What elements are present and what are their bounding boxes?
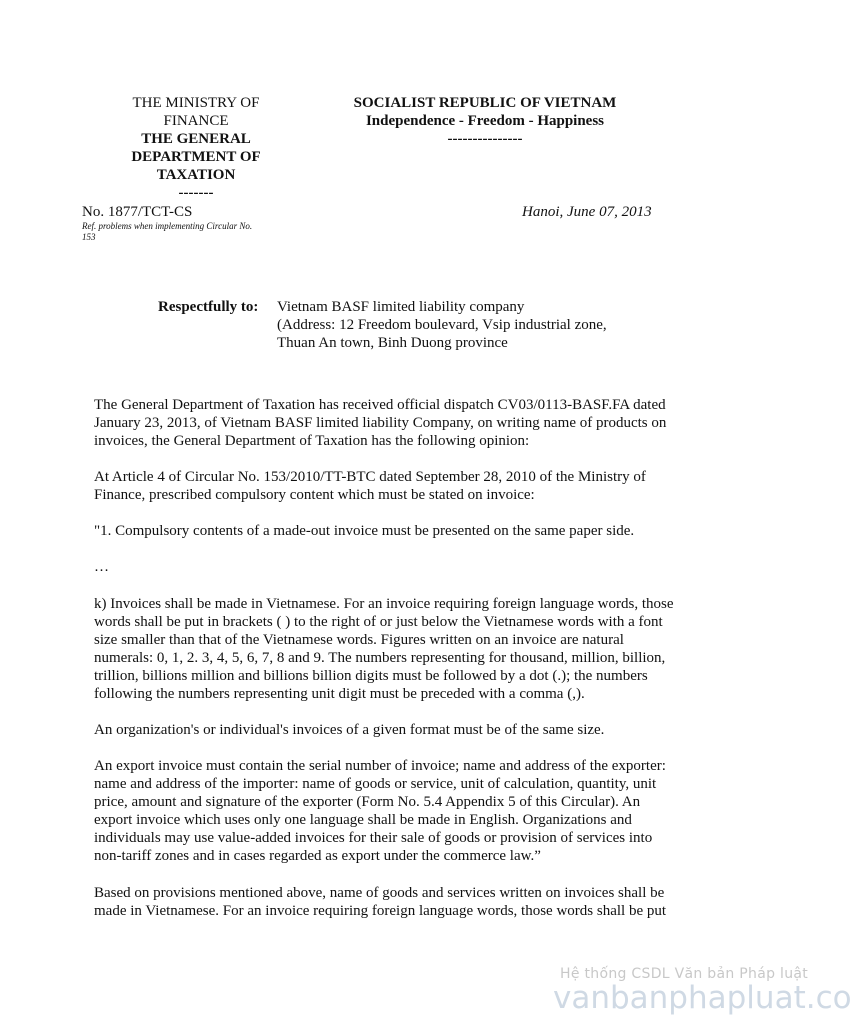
- text-line: Based on provisions mentioned above, name of goods and services written on invoices shall be: [94, 885, 665, 901]
- text-line: trillion, billions million and billions billion digits must be followed by a dot (.); the numbers: [94, 668, 648, 684]
- paragraph-conclusion: [94, 884, 714, 920]
- paragraph-quote-start: [94, 522, 714, 540]
- paragraph-export-invoice: [94, 757, 714, 865]
- text-line: Finance, prescribed compulsory content which must be stated on invoice:: [94, 487, 535, 503]
- text-line: An export invoice must contain the serial number of invoice; name and address of the exporter:: [94, 758, 666, 774]
- issue-date: Hanoi, June 07, 2013: [522, 204, 652, 220]
- watermark-caption: Hệ thống CSDL Văn bản Pháp luật: [560, 966, 809, 982]
- issuing-authority-block: [108, 94, 284, 202]
- text-line: January 23, 2013, of Vietnam BASF limited liability Company, on writing name of products on: [94, 415, 667, 431]
- text-line: At Article 4 of Circular No. 153/2010/TT-BTC dated September 28, 2010 of the Ministry of: [94, 469, 646, 485]
- paragraph-same-size: [94, 721, 714, 739]
- reference-note-line-1: Ref. problems when implementing Circular No.: [82, 221, 253, 231]
- ministry-line-2: FINANCE: [163, 113, 229, 129]
- paragraph-article-reference: [94, 468, 714, 504]
- text-line: An organization's or individual's invoices of a given format must be of the same size.: [94, 722, 605, 738]
- recipient-line-3: Thuan An town, Binh Duong province: [277, 335, 508, 351]
- text-line: invoices, the General Department of Taxation has the following opinion:: [94, 433, 530, 449]
- paragraph-ellipsis: [94, 558, 714, 576]
- recipient-address: [277, 298, 607, 352]
- text-line: export invoice which uses only one language shall be made in English. Organizations and: [94, 812, 632, 828]
- republic-name: SOCIALIST REPUBLIC OF VIETNAM: [353, 95, 617, 111]
- document-number: No. 1877/TCT-CS: [82, 204, 193, 220]
- text-line: size smaller than that of the Vietnamese words. Figures written on an invoice are natural: [94, 632, 624, 648]
- left-separator: -------: [178, 185, 214, 201]
- text-line: following the numbers representing unit digit must be preceded with a comma (,).: [94, 686, 585, 702]
- text-line: price, amount and signature of the exporter (Form No. 5.4 Appendix 5 of this Circular). An: [94, 794, 641, 810]
- text-line: non-tariff zones and in cases regarded as export under the commerce law.”: [94, 848, 541, 864]
- text-line: individuals may use value-added invoices for their sale of goods or provision of services into: [94, 830, 653, 846]
- text-line: made in Vietnamese. For an invoice requiring foreign language words, those words shall be put: [94, 903, 667, 919]
- recipient-label: Respectfully to:: [158, 299, 259, 315]
- department-line-2: DEPARTMENT OF: [131, 149, 261, 165]
- national-motto: Independence - Freedom - Happiness: [365, 113, 605, 129]
- text-line: numerals: 0, 1, 2. 3, 4, 5, 6, 7, 8 and 9. The numbers representing for thousand, million, billion,: [94, 650, 666, 666]
- text-line: "1. Compulsory contents of a made-out invoice must be presented on the same paper side.: [94, 523, 635, 539]
- text-line: words shall be put in brackets ( ) to the right of or just below the Vietnamese words with a font: [94, 614, 663, 630]
- right-separator: ---------------: [447, 131, 523, 147]
- department-line-1: THE GENERAL: [141, 131, 251, 147]
- text-line: k) Invoices shall be made in Vietnamese. For an invoice requiring foreign language words, those: [94, 596, 674, 612]
- text-line: …: [94, 559, 109, 575]
- recipient-line-1: Vietnam BASF limited liability company: [277, 299, 525, 315]
- department-line-3: TAXATION: [156, 167, 236, 183]
- text-line: The General Department of Taxation has received official dispatch CV03/0113-BASF.FA dated: [94, 397, 666, 413]
- paragraph-item-k: [94, 595, 714, 703]
- text-line: name and address of the importer: name of goods or service, unit of calculation, quantity, unit: [94, 776, 657, 792]
- recipient-line-2: (Address: 12 Freedom boulevard, Vsip industrial zone,: [277, 317, 607, 333]
- ministry-line-1: THE MINISTRY OF: [132, 95, 260, 111]
- national-title-block: [318, 94, 652, 148]
- reference-note-line-2: 153: [82, 232, 96, 242]
- watermark-site: vanbanphapluat.co: [553, 980, 852, 1016]
- reference-note: [82, 221, 312, 243]
- paragraph-intro: [94, 396, 714, 450]
